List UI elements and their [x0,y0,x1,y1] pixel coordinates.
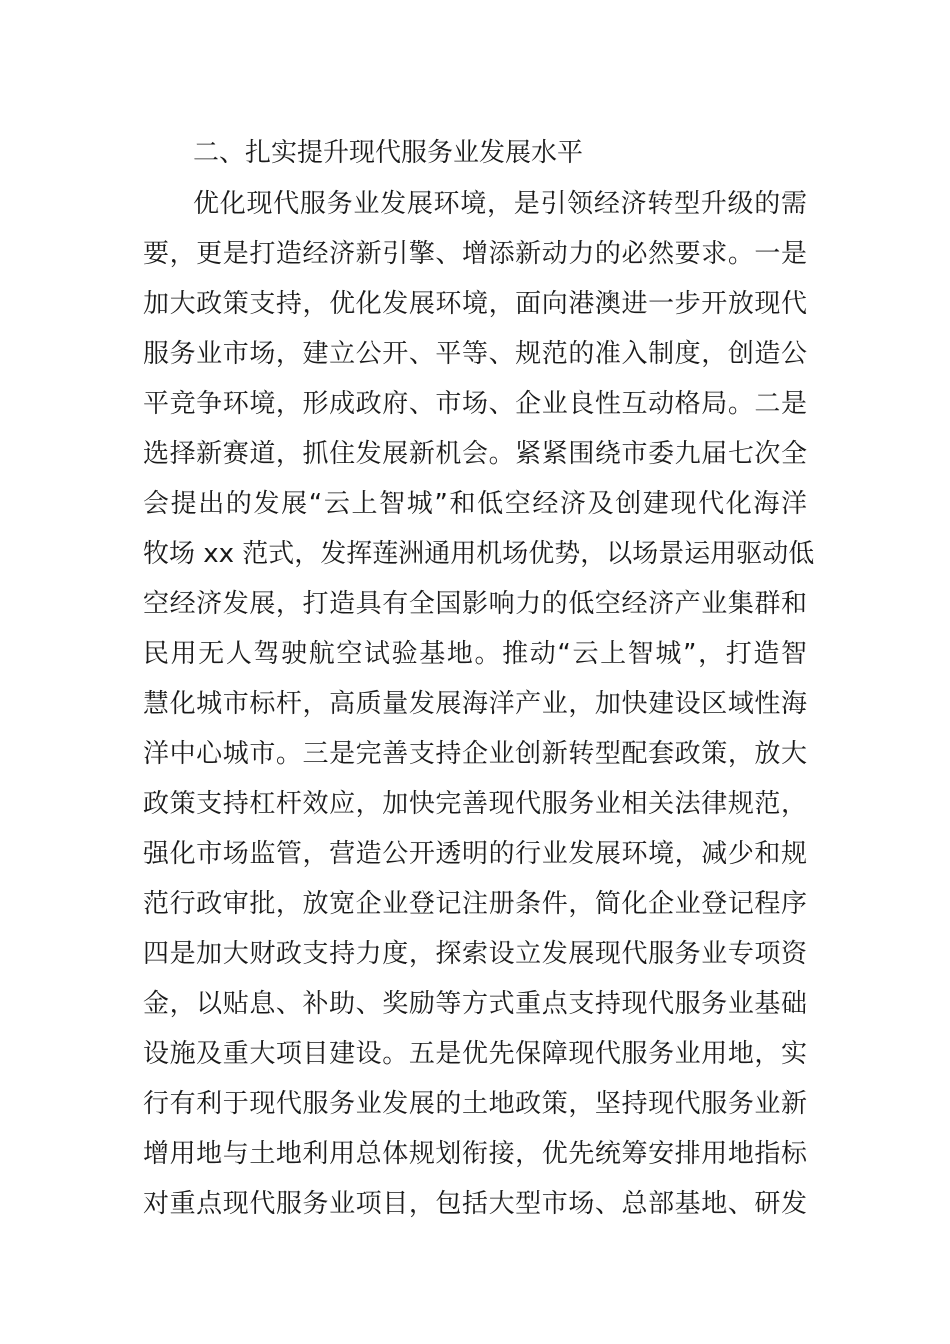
text-line: 会提出的发展“云上智城”和低空经济及创建现代化海洋 [143,489,807,519]
text-line: 平竞争环境，形成政府、市场、企业良性互动格局。二是 [143,389,807,419]
text-line: 设施及重大项目建设。五是优先保障现代服务业用地，实 [143,1039,807,1069]
text-line: 范行政审批，放宽企业登记注册条件，简化企业登记程序 [143,889,807,919]
text-line: 选择新赛道，抓住发展新机会。紧紧围绕市委九届七次全 [143,439,807,469]
text-line: 要，更是打造经济新引擎、增添新动力的必然要求。一是 [143,239,807,269]
text-line: 优化现代服务业发展环境，是引领经济转型升级的需 [193,189,807,219]
section-heading: 二、扎实提升现代服务业发展水平 [193,138,584,168]
text-line: 政策支持杠杆效应，加快完善现代服务业相关法律规范， [143,789,807,819]
text-line: 加大政策支持，优化发展环境，面向港澳进一步开放现代 [143,289,807,319]
text-line: 对重点现代服务业项目，包括大型市场、总部基地、研发 [143,1189,807,1219]
text-line: 强化市场监管，营造公开透明的行业发展环境，减少和规 [143,839,807,869]
text-line: 服务业市场，建立公开、平等、规范的准入制度，创造公 [143,339,807,369]
text-line: 慧化城市标杆，高质量发展海洋产业，加快建设区域性海 [143,689,807,719]
text-line: 行有利于现代服务业发展的土地政策，坚持现代服务业新 [143,1089,807,1119]
text-line: 金，以贴息、补助、奖励等方式重点支持现代服务业基础 [143,989,807,1019]
text-line: 民用无人驾驶航空试验基地。推动“云上智城”，打造智 [143,639,807,669]
text-line: 增用地与土地利用总体规划衔接，优先统筹安排用地指标 [143,1139,807,1169]
text-line: 空经济发展，打造具有全国影响力的低空经济产业集群和 [143,589,807,619]
body-paragraph [143,179,815,1229]
text-line: 洋中心城市。三是完善支持企业创新转型配套政策，放大 [143,739,807,769]
text-line: 四是加大财政支持力度，探索设立发展现代服务业专项资 [143,939,807,969]
text-line: 牧场 xx 范式，发挥莲洲通用机场优势，以场景运用驱动低 [143,539,815,569]
